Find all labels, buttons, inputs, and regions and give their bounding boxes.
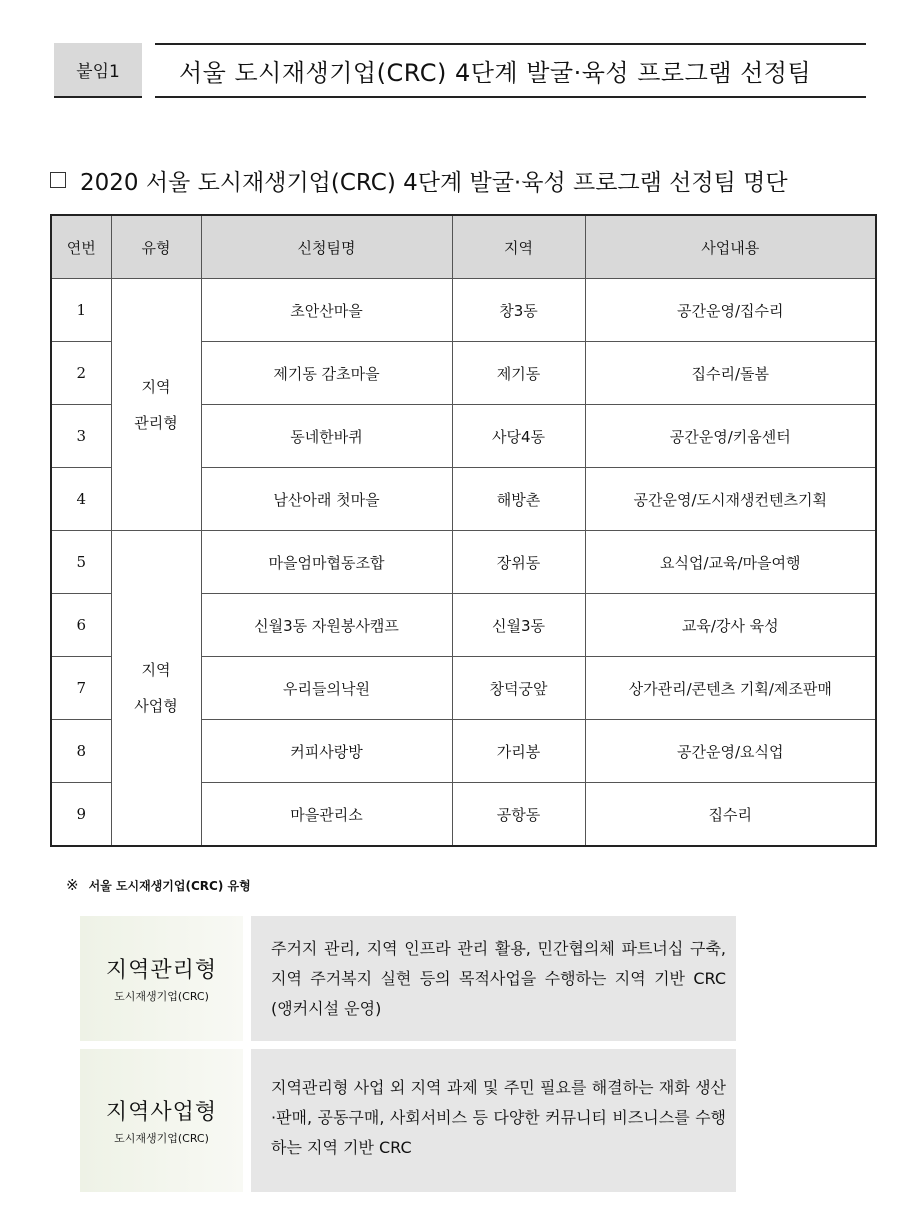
row-number: 6 xyxy=(51,594,111,657)
column-header: 지역 xyxy=(452,215,585,279)
row-number: 8 xyxy=(51,720,111,783)
type-box-management xyxy=(80,916,736,1041)
team-name: 제기동 감초마을 xyxy=(201,342,452,405)
table-header-row xyxy=(51,215,876,279)
table-row xyxy=(51,531,876,594)
column-header: 유형 xyxy=(111,215,201,279)
section-heading xyxy=(50,160,788,200)
row-number: 1 xyxy=(51,279,111,342)
region: 창3동 xyxy=(452,279,585,342)
business: 공간운영/집수리 xyxy=(585,279,876,342)
row-number: 9 xyxy=(51,783,111,847)
type-description: 주거지 관리, 지역 인프라 관리 활용, 민간협의체 파트너십 구축, 지역 주거복지 실현 등의 목적사업을 수행하는 지역 기반 CRC (앵커시설 운영) xyxy=(251,916,736,1041)
team-name: 커피사랑방 xyxy=(201,720,452,783)
row-number: 3 xyxy=(51,405,111,468)
region: 가리봉 xyxy=(452,720,585,783)
team-name: 동네한바퀴 xyxy=(201,405,452,468)
region: 제기동 xyxy=(452,342,585,405)
type-subtitle: 도시재생기업(CRC) xyxy=(114,990,209,1003)
type-name: 지역사업형 xyxy=(105,1100,218,1125)
type-subtitle: 도시재생기업(CRC) xyxy=(114,1132,209,1145)
type-box-business xyxy=(80,1049,736,1192)
type-cell-label: 지역 관리형 xyxy=(134,377,178,432)
selected-teams-table xyxy=(50,214,877,847)
row-number: 4 xyxy=(51,468,111,531)
business: 집수리 xyxy=(585,783,876,847)
column-header: 사업내용 xyxy=(585,215,876,279)
table-row xyxy=(51,279,876,342)
business: 요식업/교육/마을여행 xyxy=(585,531,876,594)
team-name: 마을엄마협동조합 xyxy=(201,531,452,594)
business: 상가관리/콘텐츠 기획/제조판매 xyxy=(585,657,876,720)
attachment-badge: 붙임1 xyxy=(54,43,142,98)
type-cell-business xyxy=(111,531,201,847)
business: 공간운영/키움센터 xyxy=(585,405,876,468)
column-header: 신청팀명 xyxy=(201,215,452,279)
business: 교육/강사 육성 xyxy=(585,594,876,657)
row-number: 7 xyxy=(51,657,111,720)
team-name: 초안산마을 xyxy=(201,279,452,342)
region: 해방촌 xyxy=(452,468,585,531)
reference-mark: ※ xyxy=(66,876,79,894)
team-name: 마을관리소 xyxy=(201,783,452,847)
business: 공간운영/도시재생컨텐츠기획 xyxy=(585,468,876,531)
region: 사당4동 xyxy=(452,405,585,468)
note-text: 서울 도시재생기업(CRC) 유형 xyxy=(88,878,251,893)
region: 신월3동 xyxy=(452,594,585,657)
section-heading-text: 2020 서울 도시재생기업(CRC) 4단계 발굴·육성 프로그램 선정팀 명단 xyxy=(80,169,788,196)
type-cell-label: 지역 사업형 xyxy=(134,661,178,715)
region: 공항동 xyxy=(452,783,585,847)
type-description: 지역관리형 사업 외 지역 과제 및 주민 필요를 해결하는 재화 생산·판매, 공동구매, 사회서비스 등 다양한 커뮤니티 비즈니스를 수행하는 지역 기반 CRC xyxy=(251,1049,736,1192)
row-number: 2 xyxy=(51,342,111,405)
team-name: 신월3동 자원봉사캠프 xyxy=(201,594,452,657)
business: 공간운영/요식업 xyxy=(585,720,876,783)
column-header: 연번 xyxy=(51,215,111,279)
region: 창덕궁앞 xyxy=(452,657,585,720)
business: 집수리/돌봄 xyxy=(585,342,876,405)
type-cell-management xyxy=(111,279,201,531)
document-header xyxy=(0,0,916,120)
type-note xyxy=(66,876,251,894)
row-number: 5 xyxy=(51,531,111,594)
checkbox-icon xyxy=(50,172,66,188)
document-title: 서울 도시재생기업(CRC) 4단계 발굴·육성 프로그램 선정팀 xyxy=(155,43,866,98)
type-name: 지역관리형 xyxy=(105,958,218,983)
team-name: 남산아래 첫마을 xyxy=(201,468,452,531)
team-name: 우리들의낙원 xyxy=(201,657,452,720)
region: 장위동 xyxy=(452,531,585,594)
type-label xyxy=(80,1049,243,1192)
type-label xyxy=(80,916,243,1041)
